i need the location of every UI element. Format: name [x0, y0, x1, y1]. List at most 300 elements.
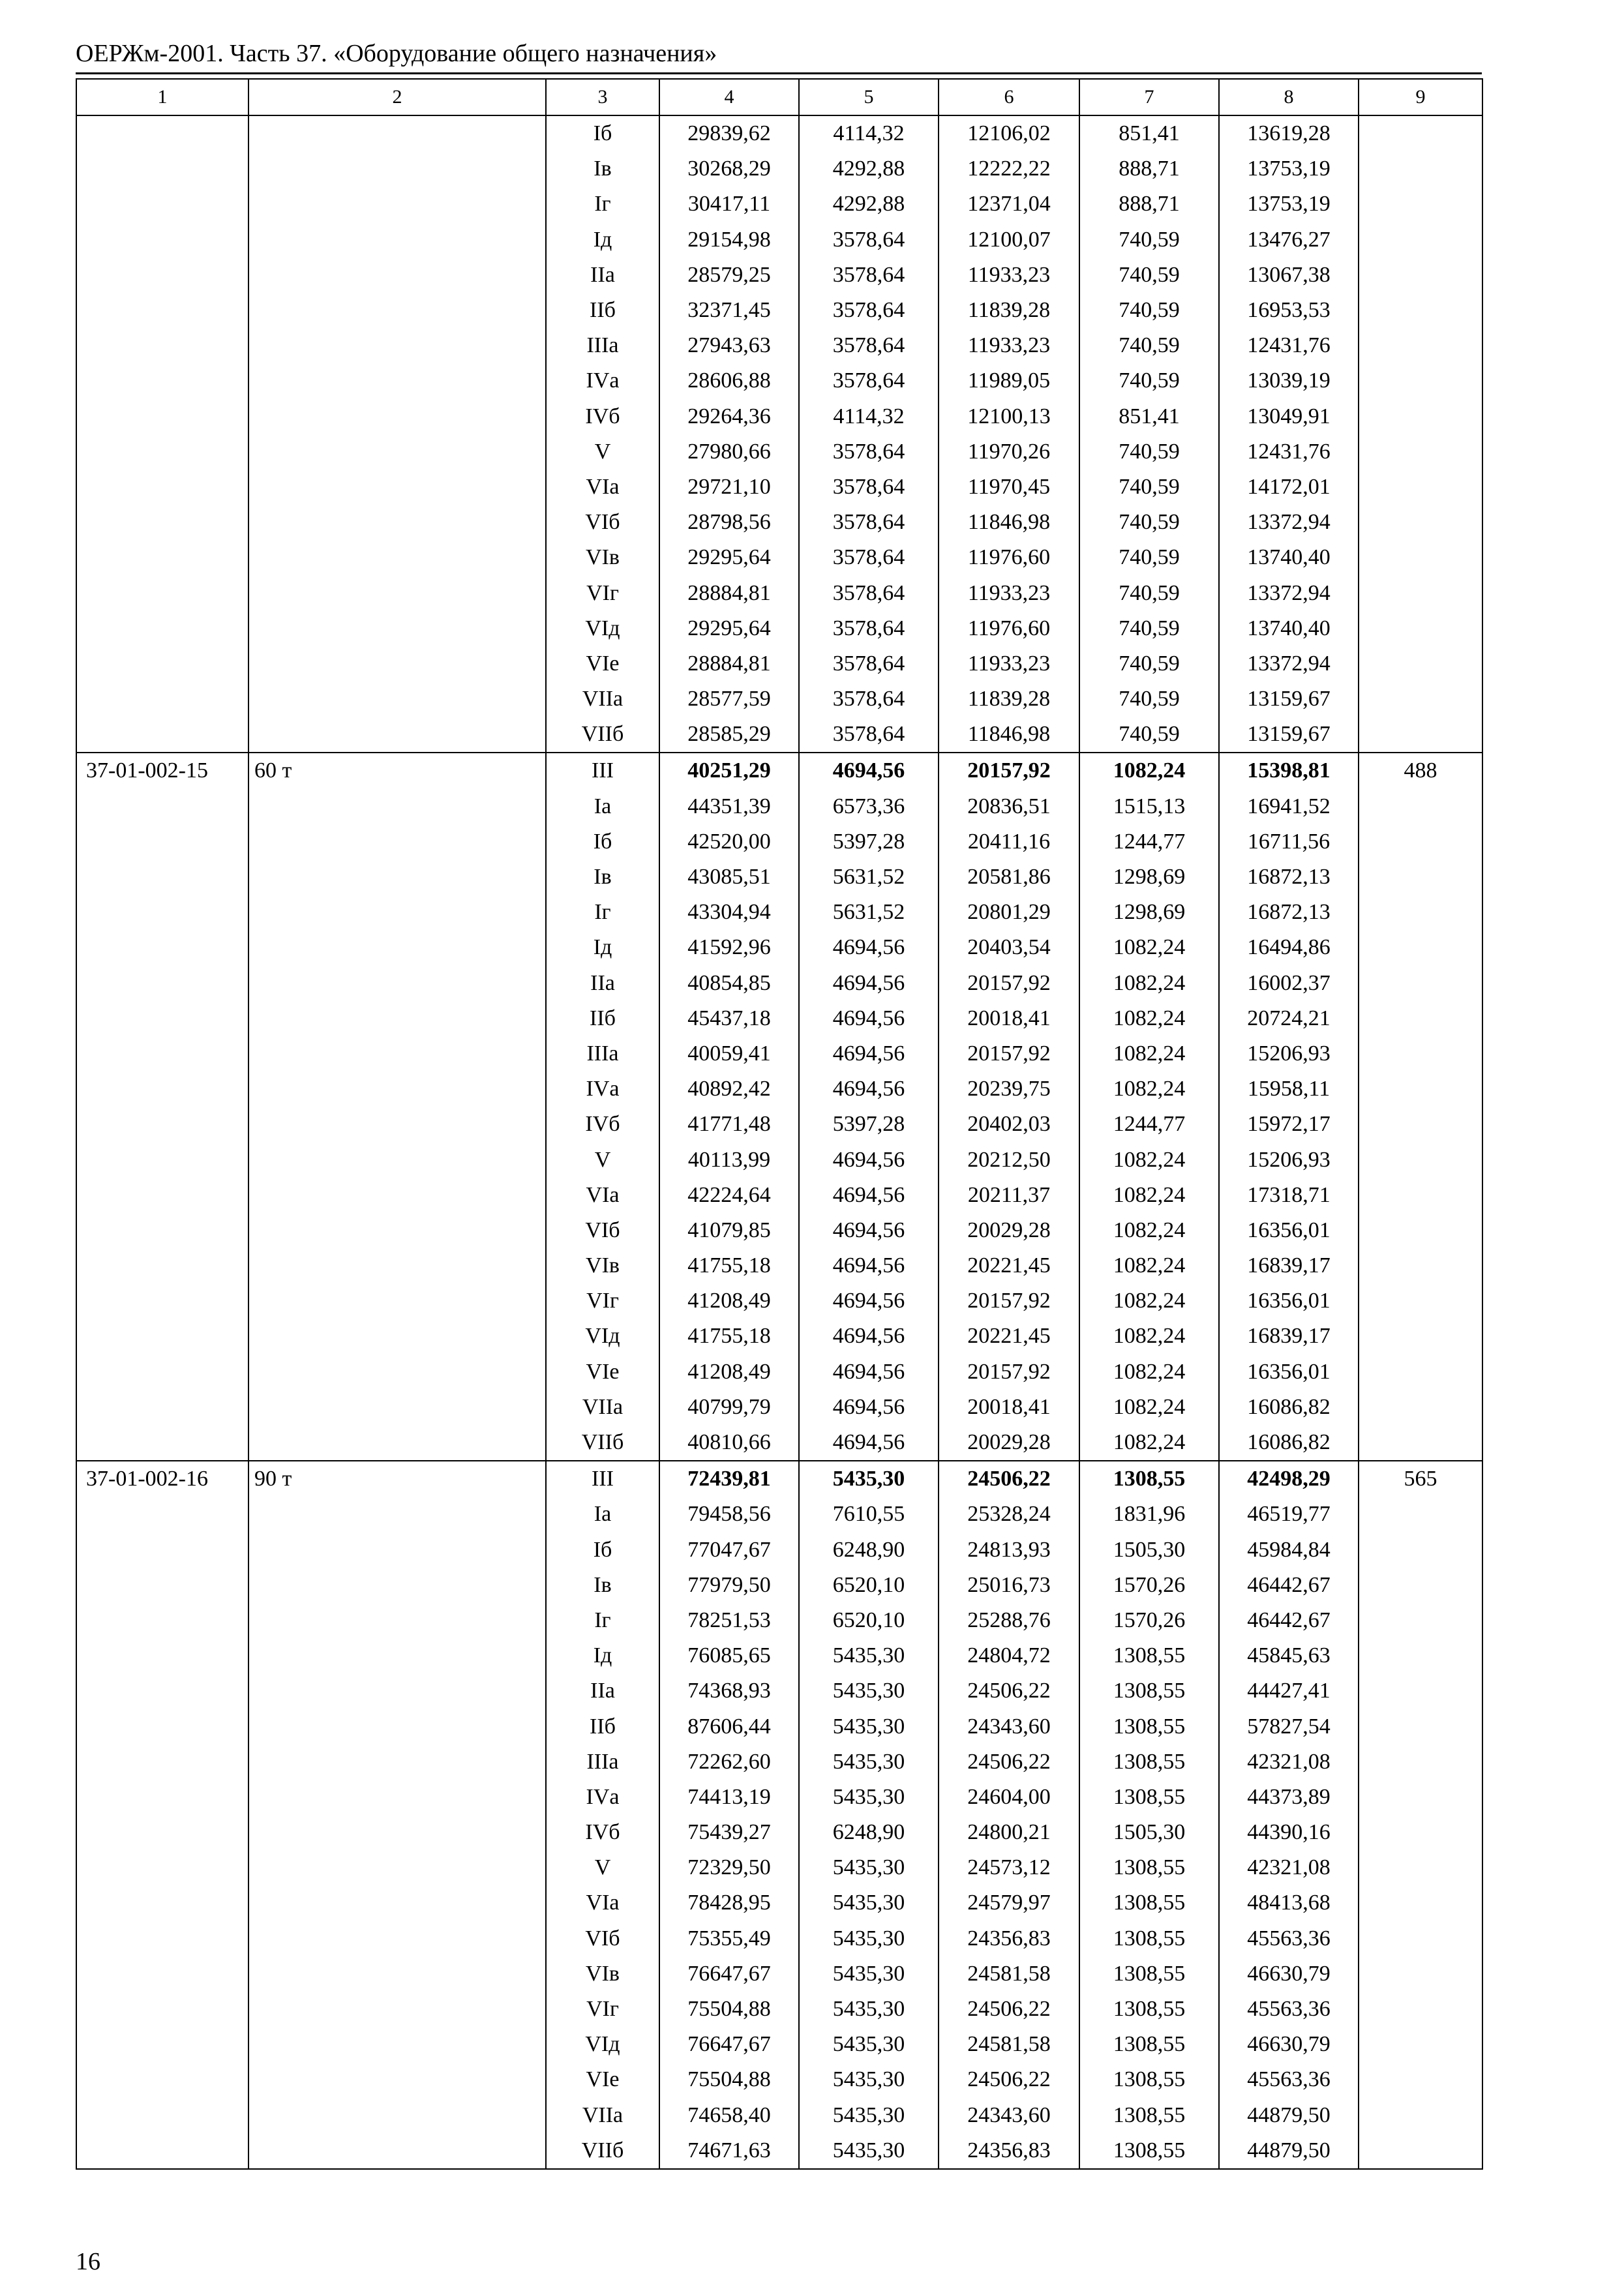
column-9-value [1359, 646, 1482, 681]
value-cell: 5435,30 [799, 2098, 939, 2133]
table-row [76, 1107, 1482, 1142]
equipment-name [248, 1921, 546, 1956]
value-cell: 16839,17 [1219, 1319, 1359, 1354]
table-row [76, 1709, 1482, 1744]
equipment-name [248, 1568, 546, 1603]
zone-code: VIIа [546, 681, 659, 717]
value-cell: 75504,88 [659, 1992, 799, 2027]
zone-code: VIв [546, 1248, 659, 1283]
table-row [76, 1142, 1482, 1177]
value-cell: 3578,64 [799, 328, 939, 363]
value-cell: 3578,64 [799, 575, 939, 610]
equipment-name [248, 860, 546, 895]
value-cell: 888,71 [1079, 187, 1219, 222]
column-9-value [1359, 1248, 1482, 1283]
equipment-name [248, 1850, 546, 1885]
zone-code: VIв [546, 1956, 659, 1992]
rate-code [76, 2062, 248, 2097]
column-9-value [1359, 860, 1482, 895]
value-cell: 1082,24 [1079, 1390, 1219, 1425]
value-cell: 44427,41 [1219, 1673, 1359, 1709]
value-cell: 16839,17 [1219, 1248, 1359, 1283]
value-cell: 28798,56 [659, 505, 799, 540]
rate-code [76, 1425, 248, 1461]
zone-code: Iг [546, 895, 659, 930]
value-cell: 11846,98 [939, 505, 1079, 540]
rate-code [76, 2027, 248, 2062]
zone-code: Iг [546, 1603, 659, 1638]
table-row [76, 966, 1482, 1001]
rate-code [76, 115, 248, 151]
table-row [76, 1885, 1482, 1921]
zone-code: IIIа [546, 328, 659, 363]
column-9-value [1359, 789, 1482, 824]
column-9-value [1359, 222, 1482, 258]
column-9-value [1359, 1780, 1482, 1815]
value-cell: 13159,67 [1219, 717, 1359, 753]
value-cell: 20157,92 [939, 753, 1079, 788]
table-row [76, 1815, 1482, 1850]
rate-code [76, 1744, 248, 1780]
rate-code [76, 1885, 248, 1921]
rate-code [76, 1107, 248, 1142]
column-9-value [1359, 1815, 1482, 1850]
column-9-value [1359, 1673, 1482, 1709]
value-cell: 5631,52 [799, 860, 939, 895]
value-cell: 1308,55 [1079, 1885, 1219, 1921]
rate-code [76, 1178, 248, 1213]
table-row [76, 1036, 1482, 1071]
table-row [76, 1283, 1482, 1319]
value-cell: 44390,16 [1219, 1815, 1359, 1850]
rate-code [76, 2133, 248, 2169]
table-row [76, 1533, 1482, 1568]
rate-code [76, 1815, 248, 1850]
rate-code [76, 1036, 248, 1071]
value-cell: 29154,98 [659, 222, 799, 258]
zone-code: Iд [546, 222, 659, 258]
table-row [76, 789, 1482, 824]
value-cell: 24813,93 [939, 1533, 1079, 1568]
zone-code: IIб [546, 1001, 659, 1036]
value-cell: 16711,56 [1219, 824, 1359, 860]
column-number: 3 [546, 79, 659, 115]
value-cell: 13476,27 [1219, 222, 1359, 258]
zone-code: V [546, 1142, 659, 1177]
value-cell: 20157,92 [939, 1283, 1079, 1319]
value-cell: 1570,26 [1079, 1603, 1219, 1638]
value-cell: 4694,56 [799, 1178, 939, 1213]
value-cell: 44879,50 [1219, 2133, 1359, 2169]
column-number: 9 [1359, 79, 1482, 115]
value-cell: 24506,22 [939, 1992, 1079, 2027]
equipment-name [248, 1071, 546, 1107]
column-9-value [1359, 2098, 1482, 2133]
rate-code [76, 1497, 248, 1532]
value-cell: 1082,24 [1079, 966, 1219, 1001]
column-9-value [1359, 1638, 1482, 1673]
value-cell: 46442,67 [1219, 1568, 1359, 1603]
value-cell: 20018,41 [939, 1390, 1079, 1425]
equipment-name [248, 1001, 546, 1036]
value-cell: 40113,99 [659, 1142, 799, 1177]
zone-code: Iа [546, 1497, 659, 1532]
value-cell: 5397,28 [799, 1107, 939, 1142]
table-row [76, 1497, 1482, 1532]
value-cell: 4694,56 [799, 1213, 939, 1248]
table-row [76, 895, 1482, 930]
value-cell: 27980,66 [659, 434, 799, 470]
value-cell: 1308,55 [1079, 1850, 1219, 1885]
value-cell: 25288,76 [939, 1603, 1079, 1638]
value-cell: 29839,62 [659, 115, 799, 151]
zone-code: IVб [546, 1815, 659, 1850]
value-cell: 1308,55 [1079, 1921, 1219, 1956]
column-9-value: 488 [1359, 753, 1482, 788]
value-cell: 1308,55 [1079, 1956, 1219, 1992]
value-cell: 3578,64 [799, 611, 939, 646]
value-cell: 24506,22 [939, 2062, 1079, 2097]
equipment-name [248, 1425, 546, 1461]
value-cell: 75504,88 [659, 2062, 799, 2097]
value-cell: 3578,64 [799, 681, 939, 717]
column-9-value [1359, 258, 1482, 293]
zone-code: Iа [546, 789, 659, 824]
value-cell: 24579,97 [939, 1885, 1079, 1921]
column-9-value [1359, 1992, 1482, 2027]
value-cell: 20029,28 [939, 1425, 1079, 1461]
table-row [76, 1213, 1482, 1248]
value-cell: 1082,24 [1079, 1001, 1219, 1036]
value-cell: 44351,39 [659, 789, 799, 824]
value-cell: 5435,30 [799, 2027, 939, 2062]
value-cell: 13067,38 [1219, 258, 1359, 293]
column-9-value [1359, 505, 1482, 540]
value-cell: 1308,55 [1079, 1638, 1219, 1673]
value-cell: 74413,19 [659, 1780, 799, 1815]
column-9-value [1359, 470, 1482, 505]
value-cell: 5435,30 [799, 2062, 939, 2097]
zone-code: Iг [546, 187, 659, 222]
value-cell: 74671,63 [659, 2133, 799, 2169]
column-9-value [1359, 1319, 1482, 1354]
value-cell: 1308,55 [1079, 1709, 1219, 1744]
rate-code [76, 505, 248, 540]
page-number: 16 [76, 2248, 100, 2275]
value-cell: 30417,11 [659, 187, 799, 222]
rate-code [76, 1956, 248, 1992]
value-cell: 76085,65 [659, 1638, 799, 1673]
value-cell: 12106,02 [939, 115, 1079, 151]
equipment-name [248, 966, 546, 1001]
value-cell: 15398,81 [1219, 753, 1359, 788]
value-cell: 11839,28 [939, 293, 1079, 328]
value-cell: 4694,56 [799, 1248, 939, 1283]
value-cell: 1082,24 [1079, 1178, 1219, 1213]
value-cell: 77979,50 [659, 1568, 799, 1603]
value-cell: 57827,54 [1219, 1709, 1359, 1744]
rate-code [76, 717, 248, 753]
equipment-name [248, 1744, 546, 1780]
table-row [76, 2062, 1482, 2097]
column-9-value [1359, 1568, 1482, 1603]
equipment-name [248, 611, 546, 646]
table-row [76, 2027, 1482, 2062]
value-cell: 25328,24 [939, 1497, 1079, 1532]
value-cell: 11846,98 [939, 717, 1079, 753]
equipment-name [248, 1283, 546, 1319]
column-9-value [1359, 2027, 1482, 2062]
column-9-value [1359, 1956, 1482, 1992]
value-cell: 4694,56 [799, 1071, 939, 1107]
equipment-name [248, 1780, 546, 1815]
column-9-value [1359, 434, 1482, 470]
column-number: 1 [76, 79, 248, 115]
value-cell: 12222,22 [939, 151, 1079, 187]
rate-code [76, 1673, 248, 1709]
equipment-name [248, 1248, 546, 1283]
rate-code [76, 1354, 248, 1390]
zone-code: Iб [546, 115, 659, 151]
value-cell: 40251,29 [659, 753, 799, 788]
value-cell: 1308,55 [1079, 1673, 1219, 1709]
column-9-value [1359, 1178, 1482, 1213]
value-cell: 4292,88 [799, 187, 939, 222]
equipment-name [248, 293, 546, 328]
zone-code: VIб [546, 1921, 659, 1956]
value-cell: 888,71 [1079, 151, 1219, 187]
value-cell: 42520,00 [659, 824, 799, 860]
table-row [76, 1673, 1482, 1709]
rate-code [76, 1248, 248, 1283]
equipment-name [248, 470, 546, 505]
value-cell: 15206,93 [1219, 1142, 1359, 1177]
value-cell: 740,59 [1079, 505, 1219, 540]
value-cell: 29295,64 [659, 540, 799, 575]
rate-code [76, 1319, 248, 1354]
value-cell: 75439,27 [659, 1815, 799, 1850]
value-cell: 13372,94 [1219, 646, 1359, 681]
value-cell: 6248,90 [799, 1533, 939, 1568]
value-cell: 4694,56 [799, 1142, 939, 1177]
zone-code: III [546, 1461, 659, 1497]
zone-code: IVа [546, 363, 659, 398]
zone-code: IIIа [546, 1036, 659, 1071]
zone-code: IVа [546, 1780, 659, 1815]
value-cell: 15206,93 [1219, 1036, 1359, 1071]
value-cell: 11933,23 [939, 575, 1079, 610]
zone-code: Iд [546, 1638, 659, 1673]
value-cell: 79458,56 [659, 1497, 799, 1532]
value-cell: 12431,76 [1219, 434, 1359, 470]
value-cell: 25016,73 [939, 1568, 1079, 1603]
equipment-name [248, 2133, 546, 2169]
value-cell: 1082,24 [1079, 1283, 1219, 1319]
value-cell: 4694,56 [799, 1425, 939, 1461]
value-cell: 16356,01 [1219, 1354, 1359, 1390]
value-cell: 1298,69 [1079, 895, 1219, 930]
equipment-name [248, 1815, 546, 1850]
value-cell: 4694,56 [799, 1001, 939, 1036]
table-row [76, 1354, 1482, 1390]
table-body [76, 79, 1482, 2169]
zone-code: Iд [546, 930, 659, 965]
value-cell: 24800,21 [939, 1815, 1079, 1850]
rate-code [76, 1213, 248, 1248]
value-cell: 1515,13 [1079, 789, 1219, 824]
equipment-name [248, 1638, 546, 1673]
equipment-name [248, 895, 546, 930]
zone-code: Iв [546, 151, 659, 187]
table-row [76, 681, 1482, 717]
value-cell: 41592,96 [659, 930, 799, 965]
equipment-name: 60 т [248, 753, 546, 788]
value-cell: 5435,30 [799, 1780, 939, 1815]
value-cell: 11933,23 [939, 258, 1079, 293]
value-cell: 3578,64 [799, 363, 939, 398]
table-row [76, 753, 1482, 788]
value-cell: 1082,24 [1079, 1319, 1219, 1354]
value-cell: 72329,50 [659, 1850, 799, 1885]
column-9-value [1359, 681, 1482, 717]
value-cell: 24356,83 [939, 1921, 1079, 1956]
equipment-name [248, 824, 546, 860]
zone-code: III [546, 753, 659, 788]
equipment-name [248, 1533, 546, 1568]
value-cell: 42498,29 [1219, 1461, 1359, 1497]
value-cell: 40892,42 [659, 1071, 799, 1107]
value-cell: 24356,83 [939, 2133, 1079, 2169]
column-9-value [1359, 1071, 1482, 1107]
value-cell: 11970,45 [939, 470, 1079, 505]
value-cell: 4694,56 [799, 966, 939, 1001]
value-cell: 16002,37 [1219, 966, 1359, 1001]
column-9-value [1359, 1744, 1482, 1780]
value-cell: 24343,60 [939, 2098, 1079, 2133]
value-cell: 1082,24 [1079, 1071, 1219, 1107]
zone-code: VIг [546, 1992, 659, 2027]
value-cell: 15958,11 [1219, 1071, 1359, 1107]
value-cell: 72439,81 [659, 1461, 799, 1497]
value-cell: 1308,55 [1079, 1780, 1219, 1815]
value-cell: 4292,88 [799, 151, 939, 187]
value-cell: 78428,95 [659, 1885, 799, 1921]
value-cell: 74368,93 [659, 1673, 799, 1709]
value-cell: 11970,26 [939, 434, 1079, 470]
value-cell: 14172,01 [1219, 470, 1359, 505]
value-cell: 28884,81 [659, 646, 799, 681]
equipment-name [248, 717, 546, 753]
value-cell: 72262,60 [659, 1744, 799, 1780]
value-cell: 1570,26 [1079, 1568, 1219, 1603]
value-cell: 44879,50 [1219, 2098, 1359, 2133]
rate-code [76, 222, 248, 258]
value-cell: 1308,55 [1079, 2133, 1219, 2169]
value-cell: 4694,56 [799, 930, 939, 965]
value-cell: 40854,85 [659, 966, 799, 1001]
equipment-name [248, 1885, 546, 1921]
rate-code [76, 824, 248, 860]
value-cell: 28884,81 [659, 575, 799, 610]
zone-code: Iв [546, 860, 659, 895]
value-cell: 15972,17 [1219, 1107, 1359, 1142]
value-cell: 24604,00 [939, 1780, 1079, 1815]
rate-code [76, 434, 248, 470]
table-row [76, 505, 1482, 540]
column-9-value [1359, 187, 1482, 222]
value-cell: 13740,40 [1219, 540, 1359, 575]
value-cell: 5435,30 [799, 1956, 939, 1992]
equipment-name [248, 1107, 546, 1142]
value-cell: 13753,19 [1219, 187, 1359, 222]
table-row [76, 293, 1482, 328]
value-cell: 40810,66 [659, 1425, 799, 1461]
table-row [76, 1921, 1482, 1956]
table-row [76, 860, 1482, 895]
value-cell: 5435,30 [799, 1709, 939, 1744]
value-cell: 45437,18 [659, 1001, 799, 1036]
value-cell: 20211,37 [939, 1178, 1079, 1213]
value-cell: 32371,45 [659, 293, 799, 328]
value-cell: 75355,49 [659, 1921, 799, 1956]
value-cell: 4694,56 [799, 753, 939, 788]
value-cell: 13039,19 [1219, 363, 1359, 398]
zone-code: IVб [546, 399, 659, 434]
value-cell: 1308,55 [1079, 1744, 1219, 1780]
value-cell: 76647,67 [659, 1956, 799, 1992]
value-cell: 1082,24 [1079, 1354, 1219, 1390]
table-row [76, 434, 1482, 470]
column-9-value [1359, 1354, 1482, 1390]
value-cell: 16872,13 [1219, 860, 1359, 895]
table-row [76, 1992, 1482, 2027]
value-cell: 5397,28 [799, 824, 939, 860]
value-cell: 740,59 [1079, 258, 1219, 293]
value-cell: 27943,63 [659, 328, 799, 363]
rate-code [76, 860, 248, 895]
rate-code [76, 1390, 248, 1425]
table-row [76, 1638, 1482, 1673]
rate-code [76, 1142, 248, 1177]
zone-code: VIе [546, 646, 659, 681]
value-cell: 13619,28 [1219, 115, 1359, 151]
value-cell: 1082,24 [1079, 1142, 1219, 1177]
value-cell: 1308,55 [1079, 2098, 1219, 2133]
value-cell: 46630,79 [1219, 1956, 1359, 1992]
value-cell: 24804,72 [939, 1638, 1079, 1673]
value-cell: 44373,89 [1219, 1780, 1359, 1815]
zone-code: IIа [546, 1673, 659, 1709]
value-cell: 3578,64 [799, 646, 939, 681]
column-9-value [1359, 1036, 1482, 1071]
equipment-name [248, 646, 546, 681]
equipment-name [248, 789, 546, 824]
value-cell: 5435,30 [799, 1673, 939, 1709]
value-cell: 20581,86 [939, 860, 1079, 895]
value-cell: 3578,64 [799, 258, 939, 293]
table-row [76, 1461, 1482, 1497]
value-cell: 1308,55 [1079, 2027, 1219, 2062]
column-9-value [1359, 1142, 1482, 1177]
value-cell: 45984,84 [1219, 1533, 1359, 1568]
rate-code [76, 399, 248, 434]
value-cell: 3578,64 [799, 505, 939, 540]
equipment-name [248, 2098, 546, 2133]
value-cell: 1082,24 [1079, 1213, 1219, 1248]
table-row [76, 1603, 1482, 1638]
column-9-value [1359, 1213, 1482, 1248]
value-cell: 74658,40 [659, 2098, 799, 2133]
